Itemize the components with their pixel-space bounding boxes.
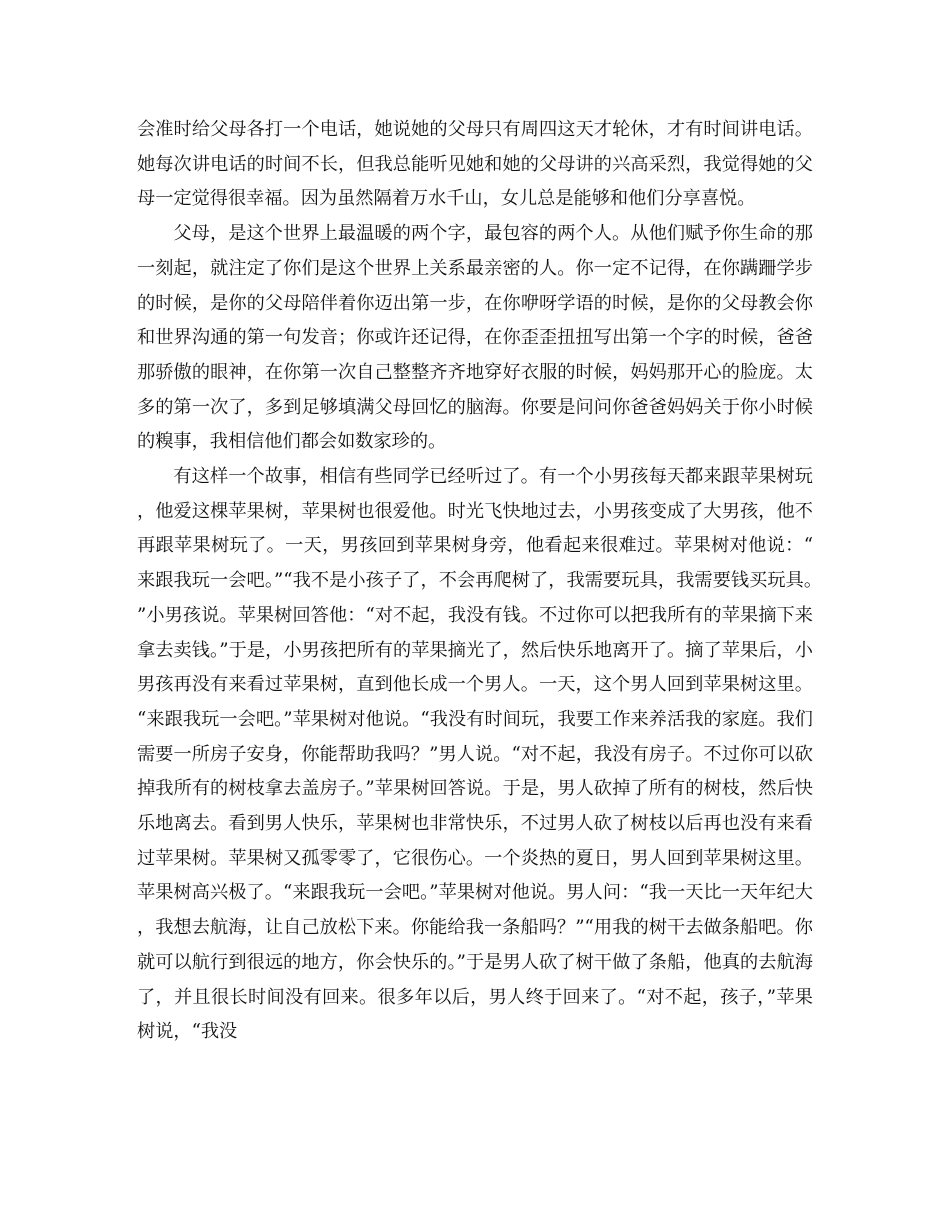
paragraph-2: 父母，是这个世界上最温暖的两个字，最包容的两个人。从他们赋予你生命的那一刻起，就注定了你们是这个世界上关系最亲密的人。你一定不记得，在你蹒跚学步的时候，是你的父母陪伴着你迈出第一步，在你咿呀学语的时候，是你的父母教会你和世界沟通的第一句发音；你或许还记得，在你歪歪扭扭写出第一个字的时候，爸爸那骄傲的眼神，在你第一次自己整整齐齐地穿好衣服的时候，妈妈那开心的脸庞。太多的第一次了，多到足够填满父母回忆的脑海。你要是问问你爸爸妈妈关于你小时候的糗事，我相信他们都会如数家珍的。: [137, 223, 813, 453]
document-page: [137, 113, 813, 1050]
paragraph-3: 有这样一个故事，相信有些同学已经听过了。有一个小男孩每天都来跟苹果树玩，他爱这棵苹果树，苹果树也很爱他。时光飞快地过去，小男孩变成了大男孩，他不再跟苹果树玩了。一天，男孩回到苹果树身旁，他看起来很难过。苹果树对他说：“来跟我玩一会吧。”“我不是小孩子了，不会再爬树了，我需要玩具，我需要钱买玩具。”小男孩说。苹果树回答他：“对不起，我没有钱。不过你可以把我所有的苹果摘下来拿去卖钱。”于是，小男孩把所有的苹果摘光了，然后快乐地离开了。摘了苹果后，小男孩再没有来看过苹果树，直到他长成一个男人。一天，这个男人回到苹果树这里。“来跟我玩一会吧。”苹果树对他说。“我没有时间玩，我要工作来养活我的家庭。我们需要一所房子安身，你能帮助我吗？”男人说。“对不起，我没有房子。不过你可以砍掉我所有的树枝拿去盖房子。”苹果树回答说。于是，男人砍掉了所有的树枝，然后快乐地离去。看到男人快乐，苹果树也非常快乐，不过男人砍了树枝以后再也没有来看过苹果树。苹果树又孤零零了，它很伤心。一个炎热的夏日，男人回到苹果树这里。苹果树高兴极了。“来跟我玩一会吧。”苹果树对他说。男人问：“我一天比一天年纪大，我想去航海，让自己放松下来。你能给我一条船吗？”“用我的树干去做条船吧。你就可以航行到很远的地方，你会快乐的。”于是男人砍了树干做了条船，他真的去航海了，并且很长时间没有回来。很多年以后，男人终于回来了。“对不起，孩子，”苹果树说，“我没: [137, 466, 813, 1043]
paragraph-1: 会准时给父母各打一个电话，她说她的父母只有周四这天才轮休，才有时间讲电话。她每次讲电话的时间不长，但我总能听见她和她的父母讲的兴高采烈，我觉得她的父母一定觉得很幸福。因为虽然隔着万水千山，女儿总是能够和他们分享喜悦。: [137, 119, 813, 210]
